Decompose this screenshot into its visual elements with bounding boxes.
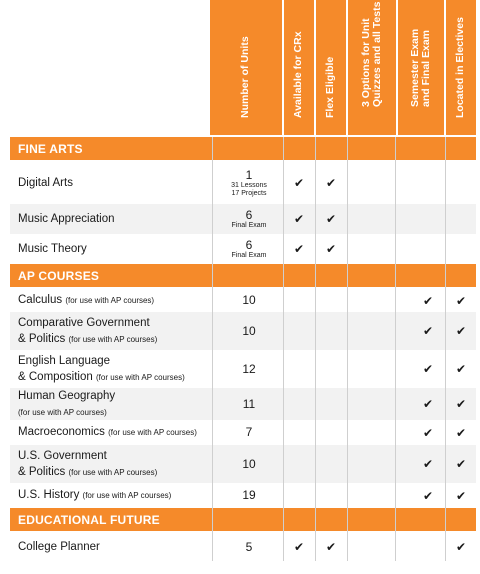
check-icon: ✔ — [293, 242, 305, 256]
check-icon: ✔ — [455, 293, 467, 308]
column-divider — [445, 137, 446, 561]
unit-count — [213, 162, 285, 204]
section-header — [10, 508, 476, 531]
section-header — [10, 264, 476, 287]
check-icon: ✔ — [422, 425, 434, 440]
table-row — [10, 234, 476, 264]
section-title: FINE ARTS — [18, 141, 83, 156]
check-icon: ✔ — [325, 176, 337, 190]
header-crx — [284, 0, 314, 135]
header-units — [210, 0, 282, 135]
unit-number: 6 — [245, 207, 253, 222]
check-icon: ✔ — [455, 425, 467, 440]
unit-number: 7 — [245, 425, 253, 439]
course-name — [18, 533, 213, 561]
course-title: English Language — [18, 354, 111, 367]
check-icon: ✔ — [293, 212, 305, 226]
course-name — [18, 289, 213, 312]
unit-number: 1 — [245, 167, 253, 182]
unit-number: 11 — [242, 396, 256, 411]
column-divider — [283, 137, 284, 561]
unit-count — [213, 388, 285, 420]
course-note: (for use with AP courses) — [65, 296, 155, 305]
check-icon: ✔ — [325, 242, 337, 256]
unit-number: 10 — [242, 456, 256, 471]
check-icon: ✔ — [455, 397, 467, 411]
course-name — [18, 234, 213, 264]
unit-number: 5 — [245, 539, 253, 554]
unit-count — [213, 483, 285, 508]
course-title: Digital Arts — [18, 177, 73, 189]
header-electives — [446, 0, 476, 135]
header-label: Located in Electives — [454, 17, 466, 118]
header-quiz-options — [348, 0, 396, 135]
course-note: (for use with AP courses) — [96, 372, 185, 382]
course-title: College Planner — [18, 541, 100, 553]
unit-count — [213, 533, 285, 561]
course-name — [18, 483, 213, 508]
header-label: Flex Eligible — [324, 56, 336, 118]
section-title: EDUCATIONAL FUTURE — [18, 512, 160, 527]
unit-count — [213, 420, 285, 445]
unit-count — [213, 312, 285, 350]
unit-number: 10 — [242, 293, 256, 307]
column-divider — [347, 137, 348, 561]
check-icon: ✔ — [325, 540, 337, 554]
unit-number: 10 — [242, 323, 256, 338]
course-note: (for use with AP courses) — [18, 407, 107, 417]
section-header — [10, 137, 476, 160]
check-icon: ✔ — [455, 324, 467, 338]
course-note: (for use with AP courses) — [82, 491, 172, 500]
table-row — [10, 420, 476, 445]
check-icon: ✔ — [293, 540, 305, 554]
unit-number: 12 — [242, 361, 256, 376]
course-note: (for use with AP courses) — [108, 428, 197, 437]
unit-detail: 17 Projects — [231, 189, 267, 197]
course-name — [18, 312, 213, 350]
unit-count — [213, 234, 285, 264]
course-note: (for use with AP courses) — [68, 467, 158, 477]
unit-number: 6 — [245, 237, 253, 252]
section-title: AP COURSES — [18, 268, 100, 283]
course-name — [18, 162, 213, 204]
check-icon: ✔ — [455, 457, 467, 471]
table-row — [10, 289, 476, 312]
check-icon: ✔ — [422, 362, 434, 376]
course-title: Human Geography — [18, 389, 116, 402]
course-name — [18, 388, 213, 420]
course-title-line2: & Politics — [18, 332, 66, 345]
table-row — [10, 483, 476, 508]
check-icon: ✔ — [422, 488, 434, 503]
check-icon: ✔ — [422, 293, 434, 308]
course-name — [18, 204, 213, 234]
table-row — [10, 204, 476, 234]
course-title: Macroeconomics — [18, 426, 105, 438]
table-row — [10, 350, 476, 388]
column-divider — [315, 137, 316, 561]
table-row — [10, 445, 476, 483]
unit-detail: Final Exam — [231, 221, 267, 229]
check-icon: ✔ — [325, 212, 337, 226]
unit-number: 19 — [242, 488, 256, 502]
check-icon: ✔ — [422, 397, 434, 411]
course-note: (for use with AP courses) — [68, 334, 158, 344]
course-title-line2: & Composition — [18, 370, 93, 383]
course-title: Comparative Government — [18, 316, 150, 329]
check-icon: ✔ — [455, 362, 467, 376]
course-title: U.S. History — [18, 489, 80, 501]
check-icon: ✔ — [455, 540, 467, 554]
column-divider — [395, 137, 396, 561]
check-icon: ✔ — [455, 488, 467, 503]
unit-count — [213, 445, 285, 483]
course-title-line2: & Politics — [18, 465, 66, 478]
table-row — [10, 162, 476, 204]
table-row — [10, 312, 476, 350]
header-label: Available for CRx — [292, 31, 304, 118]
course-title: Calculus — [18, 294, 63, 306]
header-semester-exam — [398, 0, 444, 135]
course-title: Music Theory — [18, 243, 87, 255]
course-title: U.S. Government — [18, 449, 107, 462]
course-name — [18, 350, 213, 388]
table-row — [10, 533, 476, 561]
unit-count — [213, 350, 285, 388]
check-icon: ✔ — [293, 176, 305, 190]
column-divider — [212, 137, 213, 561]
unit-count — [213, 289, 285, 312]
table-row — [10, 388, 476, 420]
check-icon: ✔ — [422, 457, 434, 471]
header-label: Semester Exam and Final Exam — [409, 28, 432, 107]
header-flex — [316, 0, 346, 135]
course-name — [18, 445, 213, 483]
header-label: Number of Units — [239, 36, 251, 118]
unit-detail: Final Exam — [231, 251, 267, 259]
course-name — [18, 420, 213, 445]
course-title: Music Appreciation — [18, 213, 115, 225]
check-icon: ✔ — [422, 324, 434, 338]
unit-detail: 31 Lessons — [231, 181, 267, 189]
unit-count — [213, 204, 285, 234]
header-label: 3 Options for Unit Quizzes and all Tests — [360, 1, 383, 107]
